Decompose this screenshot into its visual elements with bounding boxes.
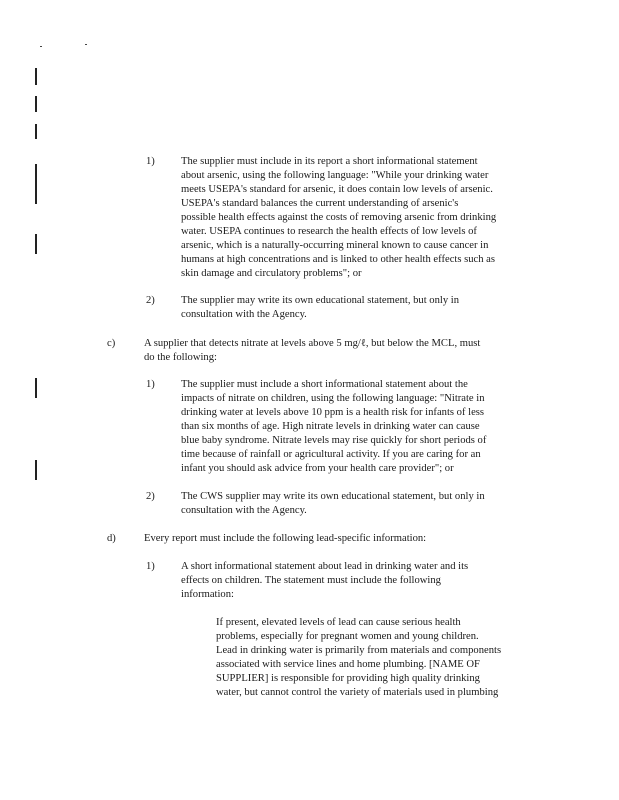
item-marker: 1)	[146, 156, 155, 167]
text-line: The supplier must include in its report a short informational statement	[181, 156, 478, 167]
text-line: about arsenic, using the following language: "While your drinking water	[181, 170, 489, 181]
text-line: A supplier that detects nitrate at levels above 5 mg/ℓ, but below the MCL, must	[144, 338, 481, 349]
text-line: arsenic, which is a naturally-occurring mineral known to cause cancer in	[181, 240, 489, 251]
text-line: infant you should ask advice from your health care provider"; or	[181, 463, 454, 474]
item-marker: 1)	[146, 379, 155, 390]
text-line: impacts of nitrate on children, using the following language: "Nitrate in	[181, 393, 485, 404]
text-line: time because of rainfall or agricultural activity. If you are caring for an	[181, 449, 481, 460]
text-line: If present, elevated levels of lead can cause serious health	[216, 617, 461, 628]
lead-statement-paragraph	[181, 560, 468, 602]
scan-speck	[85, 44, 87, 45]
lead-quoted-language	[216, 616, 501, 700]
revision-bar	[35, 460, 37, 480]
item-marker: c)	[107, 338, 116, 349]
text-line: effects on children. The statement must include the following	[181, 575, 441, 586]
text-line: possible health effects against the costs of removing arsenic from drinking	[181, 212, 497, 223]
text-line: A short informational statement about lead in drinking water and its	[181, 561, 469, 572]
revision-bar	[35, 234, 37, 254]
revision-bar	[35, 164, 37, 204]
nitrate-own-statement-paragraph	[181, 490, 485, 518]
text-line: associated with service lines and home plumbing. [NAME OF	[216, 659, 480, 670]
text-line: do the following:	[144, 352, 217, 363]
revision-bar	[35, 68, 37, 85]
scan-speck	[40, 46, 42, 47]
text-line: humans at high concentrations and is linked to other health effects such as	[181, 254, 496, 265]
revision-bar	[35, 124, 37, 139]
text-line: meets USEPA's standard for arsenic, it does contain low levels of arsenic.	[181, 184, 493, 195]
item-marker: d)	[107, 533, 116, 544]
text-line: The supplier must include a short informational statement about the	[181, 379, 468, 390]
text-line: Lead in drinking water is primarily from materials and components	[216, 645, 502, 656]
nitrate-statement-paragraph	[181, 378, 486, 476]
text-line: skin damage and circulatory problems"; or	[181, 268, 362, 279]
text-line: than six months of age. High nitrate levels in drinking water can cause	[181, 421, 480, 432]
text-line: drinking water at levels above 10 ppm is a health risk for infants of less	[181, 407, 485, 418]
item-marker: 2)	[146, 295, 155, 306]
revision-bar	[35, 96, 37, 112]
item-marker: 1)	[146, 561, 155, 572]
text-line: water. USEPA continues to research the health effects of low levels of	[181, 226, 477, 237]
text-line: SUPPLIER] is responsible for providing high quality drinking	[216, 673, 480, 684]
text-line: The supplier may write its own educational statement, but only in	[181, 295, 460, 306]
arsenic-own-statement-paragraph	[181, 294, 459, 322]
arsenic-statement-paragraph	[181, 155, 496, 281]
text-line: consultation with the Agency.	[181, 309, 307, 320]
text-line: water, but cannot control the variety of materials used in plumbing	[216, 687, 499, 698]
text-line: consultation with the Agency.	[181, 505, 307, 516]
item-marker: 2)	[146, 491, 155, 502]
text-line: Every report must include the following lead-specific information:	[144, 533, 427, 544]
text-line: problems, especially for pregnant women and young children.	[216, 631, 479, 642]
text-line: blue baby syndrome. Nitrate levels may rise quickly for short periods of	[181, 435, 487, 446]
text-line: The CWS supplier may write its own educational statement, but only in	[181, 491, 485, 502]
text-line: information:	[181, 589, 234, 600]
nitrate-requirement-paragraph	[144, 337, 480, 365]
text-line: USEPA's standard balances the current understanding of arsenic's	[181, 198, 459, 209]
revision-bar	[35, 378, 37, 398]
lead-requirement-paragraph	[144, 532, 426, 546]
